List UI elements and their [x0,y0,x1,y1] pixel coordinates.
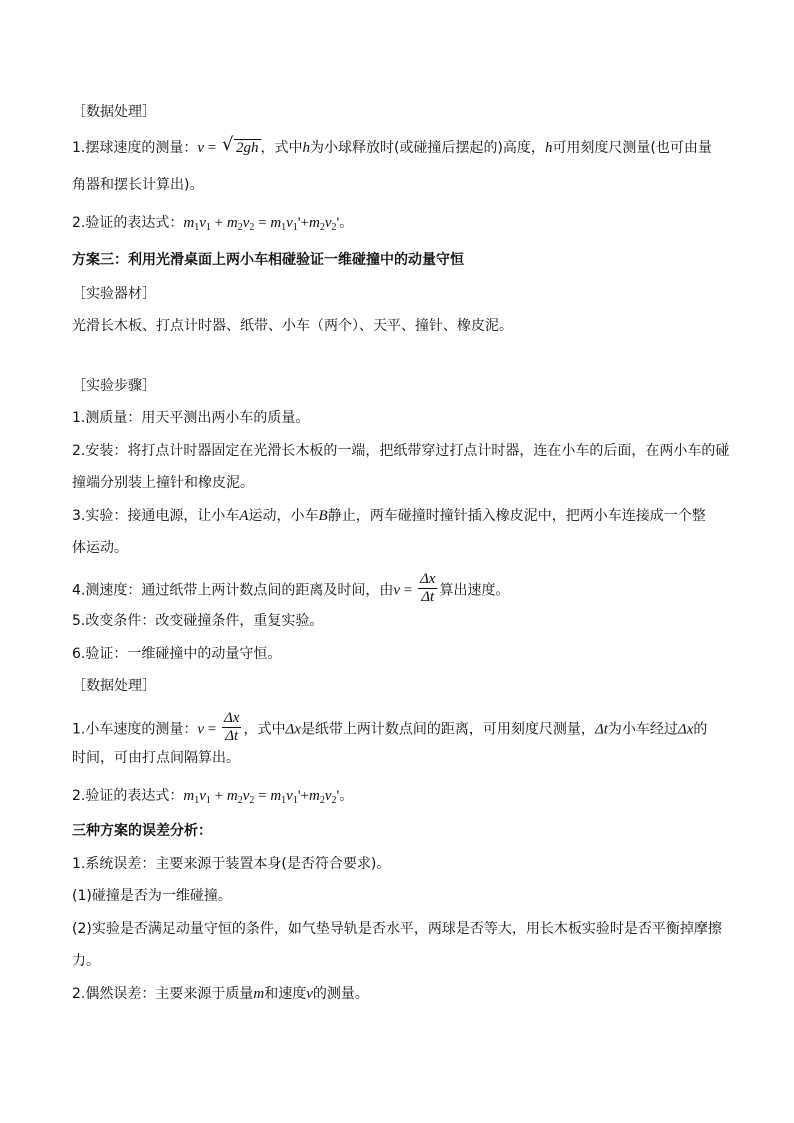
section-header-steps: ［实验步骤］ [72,378,156,394]
section-header-equipment: ［实验器材］ [72,286,156,302]
equipment-list: 光滑长木板、打点计时器、纸带、小车（两个）、天平、撞针、橡皮泥。 [72,318,513,334]
step-4: 4.测速度：通过纸带上两计数点间的距离及时间，由v = $\frac{\Delta x}{\Delta t}$ 算出速度。 [72,571,510,605]
scheme-three-title: 方案三：利用光滑桌面上两小车相碰验证一维碰撞中的动量守恒 [72,252,464,268]
step-1: 1.测质量：用天平测出两小车的质量。 [72,410,310,426]
error-1: 1.系统误差：主要来源于装置本身(是否符合要求)。 [72,856,391,872]
error-1-1: (1)碰撞是否为一维碰撞。 [72,888,232,904]
error-1-2: (2)实验是否满足动量守恒的条件，如气垫导轨是否水平，两球是否等大，用长木板实验时是否平衡掉摩擦 [72,921,722,937]
step-6: 6.验证：一维碰撞中的动量守恒。 [72,646,282,662]
pendulum-speed-line-cont: 角器和摆长计算出)。 [72,177,204,193]
error-analysis-title: 三种方案的误差分析： [72,823,212,839]
cart-speed-line: 1.小车速度的测量：v = $\frac{\Delta x}{\Delta t}$ ，式中Δx是纸带上两计数点间的距离，可用刻度尺测量，Δt为小车经过Δx的 [72,710,708,744]
section-header-data-processing-2: ［数据处理］ [72,678,156,694]
fraction-dx-dt-2: $\frac{\Delta x}{\Delta t}$ [224,710,240,744]
step-3-cont: 体运动。 [72,540,128,556]
fraction-dx-dt: $\frac{\Delta x}{\Delta t}$ [420,571,436,605]
step-3: 3.实验：接通电源，让小车A运动，小车B静止，两车碰撞时撞针插入橡皮泥中，把两小车连接成一个整 [72,508,706,524]
verify-expression-2: 2.验证的表达式：$m_1v_1 + m_2v_2 = m_1v_1'+m_2v_2'$。 [72,788,354,806]
sqrt-formula: √ 2gh [222,134,259,156]
step-5: 5.改变条件：改变碰撞条件，重复实验。 [72,613,324,629]
pendulum-speed-line: 1.摆球速度的测量：v = √ 2gh ，式中h为小球释放时(或碰撞后摆起的)高度，h可用刻度尺测量(也可由量 [72,134,712,156]
cart-speed-line-cont: 时间，可由打点间隔算出。 [72,750,240,766]
verify-expression-1: 2.验证的表达式：$m_1v_1 + m_2v_2 = m_1v_1'+m_2v_2'$。 [72,215,354,233]
step-2: 2.安装：将打点计时器固定在光滑长木板的一端，把纸带穿过打点计时器，连在小车的后面，在两小车的碰 [72,443,730,459]
section-header-data-processing: ［数据处理］ [72,104,156,120]
error-1-2-cont: 力。 [72,953,100,969]
step-2-cont: 撞端分别装上撞针和橡皮泥。 [72,475,254,491]
error-2: 2.偶然误差：主要来源于质量m和速度v的测量。 [72,986,369,1002]
